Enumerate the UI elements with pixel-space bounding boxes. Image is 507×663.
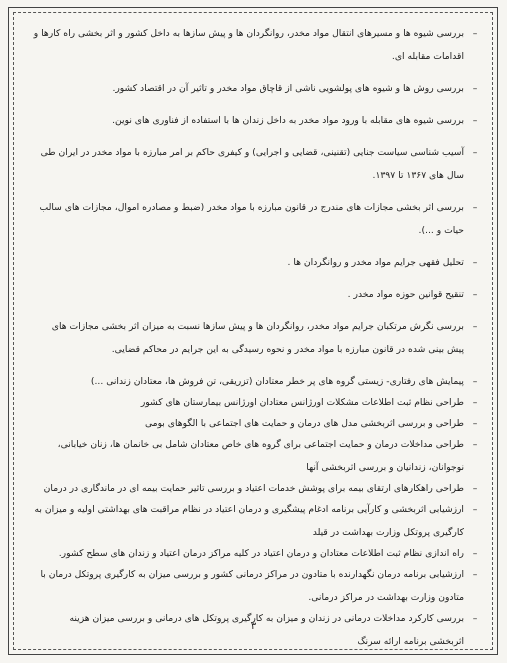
item-line: بررسی کارکرد مداخلات درمانی در زندان و میزان به کارگیری پروتکل های درمانی و بررسی میزان هزینه [69,613,464,624]
bullet-dash: – [472,504,478,515]
list-item [20,416,482,431]
list-item [20,481,482,496]
bullet-dash: – [472,321,478,332]
bullet-dash: – [472,202,478,213]
bullet-dash: – [472,418,478,429]
list-item [20,113,482,128]
item-line: سال های ۱۳۶۷ تا ۱۳۹۷. [372,170,464,181]
list-item [20,437,482,475]
item-line: تنقیح قوانین حوزه مواد مخدر . [347,289,464,300]
bullet-dash: – [472,83,478,94]
bullet-dash: – [472,483,478,494]
bullet-dash: – [472,289,478,300]
list-item [20,374,482,389]
item-line: کارگیری پروتکل وزارت بهداشت در قیلد [312,527,464,538]
item-line: بررسی نگرش مرتکبان جرایم مواد مخدر، روانگردان ها و پیش سازها نسبت به میزان اثر بخشی مجازات های [51,321,464,332]
list-item [20,502,482,540]
bullet-dash: – [472,115,478,126]
page-number: ۳ [250,621,257,632]
list-item [20,81,482,96]
item-line: طراحی و بررسی اثربخشی مدل های درمان و حمایت های اجتماعی با الگوهای بومی [144,418,464,429]
item-line: متادون وزارت بهداشت در مراکز درمانی. [308,592,464,603]
bullet-dash: – [472,397,478,408]
item-line: بررسی شیوه های مقابله با ورود مواد مخدر به داخل زندان ها با استفاده از فناوری های نوین. [112,115,464,126]
item-line: حیات و ...). [418,225,464,236]
bullet-dash: – [472,147,478,158]
item-line: ارزشیابی اثربخشی و کارآیی برنامه ادغام پیشگیری و درمان اعتیاد در نظام مراقبت های بهداشتی اولیه و میزان به [34,504,464,515]
item-line: اقدامات مقابله ای. [391,51,464,62]
research-topics-list [20,26,482,647]
list-item [20,546,482,561]
item-line: راه اندازی نظام ثبت اطلاعات معتادان و درمان اعتیاد در کلیه مراکز درمان اعتیاد و زندان های سطح کشور. [58,548,464,559]
bullet-dash: – [472,439,478,450]
item-line: طراحی راهکارهای ارتقای بیمه برای پوشش خدمات اعتیاد و بررسی تاثیر حمایت بیمه ای در ماندگاری در درمان [43,483,464,494]
bullet-dash: – [472,613,478,624]
item-line: پیش بینی شده در قانون مبارزه با مواد مخدر و نحوه رسیدگی به این جرایم در محاکم قضایی. [111,344,464,355]
item-line: آسیب شناسی سیاست جنایی (تقنینی، قضایی و اجرایی) و کیفری حاکم بر امر مبارزه با مواد مخدر در ایران طی [40,147,464,158]
bullet-dash: – [472,28,478,39]
item-line: بررسی اثر بخشی مجازات های مندرج در قانون مبارزه با مواد مخدر (ضبط و مصادره اموال، مجازات های سالب [39,202,464,213]
list-item [20,395,482,410]
list-item [20,145,482,183]
list-item [20,319,482,357]
item-line: نوجوانان، زندانیان و بررسی اثربخشی آنها [306,462,464,473]
bullet-dash: – [472,257,478,268]
item-line: طراحی نظام ثبت اطلاعات مشکلات اورژانس معتادان اورژانس بیمارستان های کشور [140,397,464,408]
item-line: بررسی روش ها و شیوه های پولشویی ناشی از قاچاق مواد مخدر و تاثیر آن در اقتصاد کشور. [112,83,464,94]
bullet-dash: – [472,569,478,580]
list-item [20,287,482,302]
item-line: تحلیل فقهی جرایم مواد مخدر و روانگردان ها . [287,257,464,268]
bullet-dash: – [472,376,478,387]
item-line: اثربخشی برنامه ارائه سرنگ [357,636,464,647]
list-item [20,567,482,605]
item-line: طراحی مداخلات درمان و حمایت اجتماعی برای گروه های خاص معتادان شامل بی خانمان ها، زنان خیابانی، [57,439,464,450]
list-item [20,255,482,270]
list-item [20,200,482,238]
item-line: پیمایش های رفتاری- زیستی گروه های پر خطر معتادان (تزریقی، تن فروش ها، معتادان زندانی ...) [90,376,464,387]
list-item [20,26,482,64]
item-line: ارزشیابی برنامه درمان نگهدارنده با متادون در مراکز درمانی کشور و بررسی میزان به کارگیری پروتکل درمان با [40,569,464,580]
item-line: بررسی شیوه ها و مسیرهای انتقال مواد مخدر، روانگردان ها و پیش سازها به داخل کشور و اثر بخشی راه کارها و [33,28,464,39]
bullet-dash: – [472,548,478,559]
